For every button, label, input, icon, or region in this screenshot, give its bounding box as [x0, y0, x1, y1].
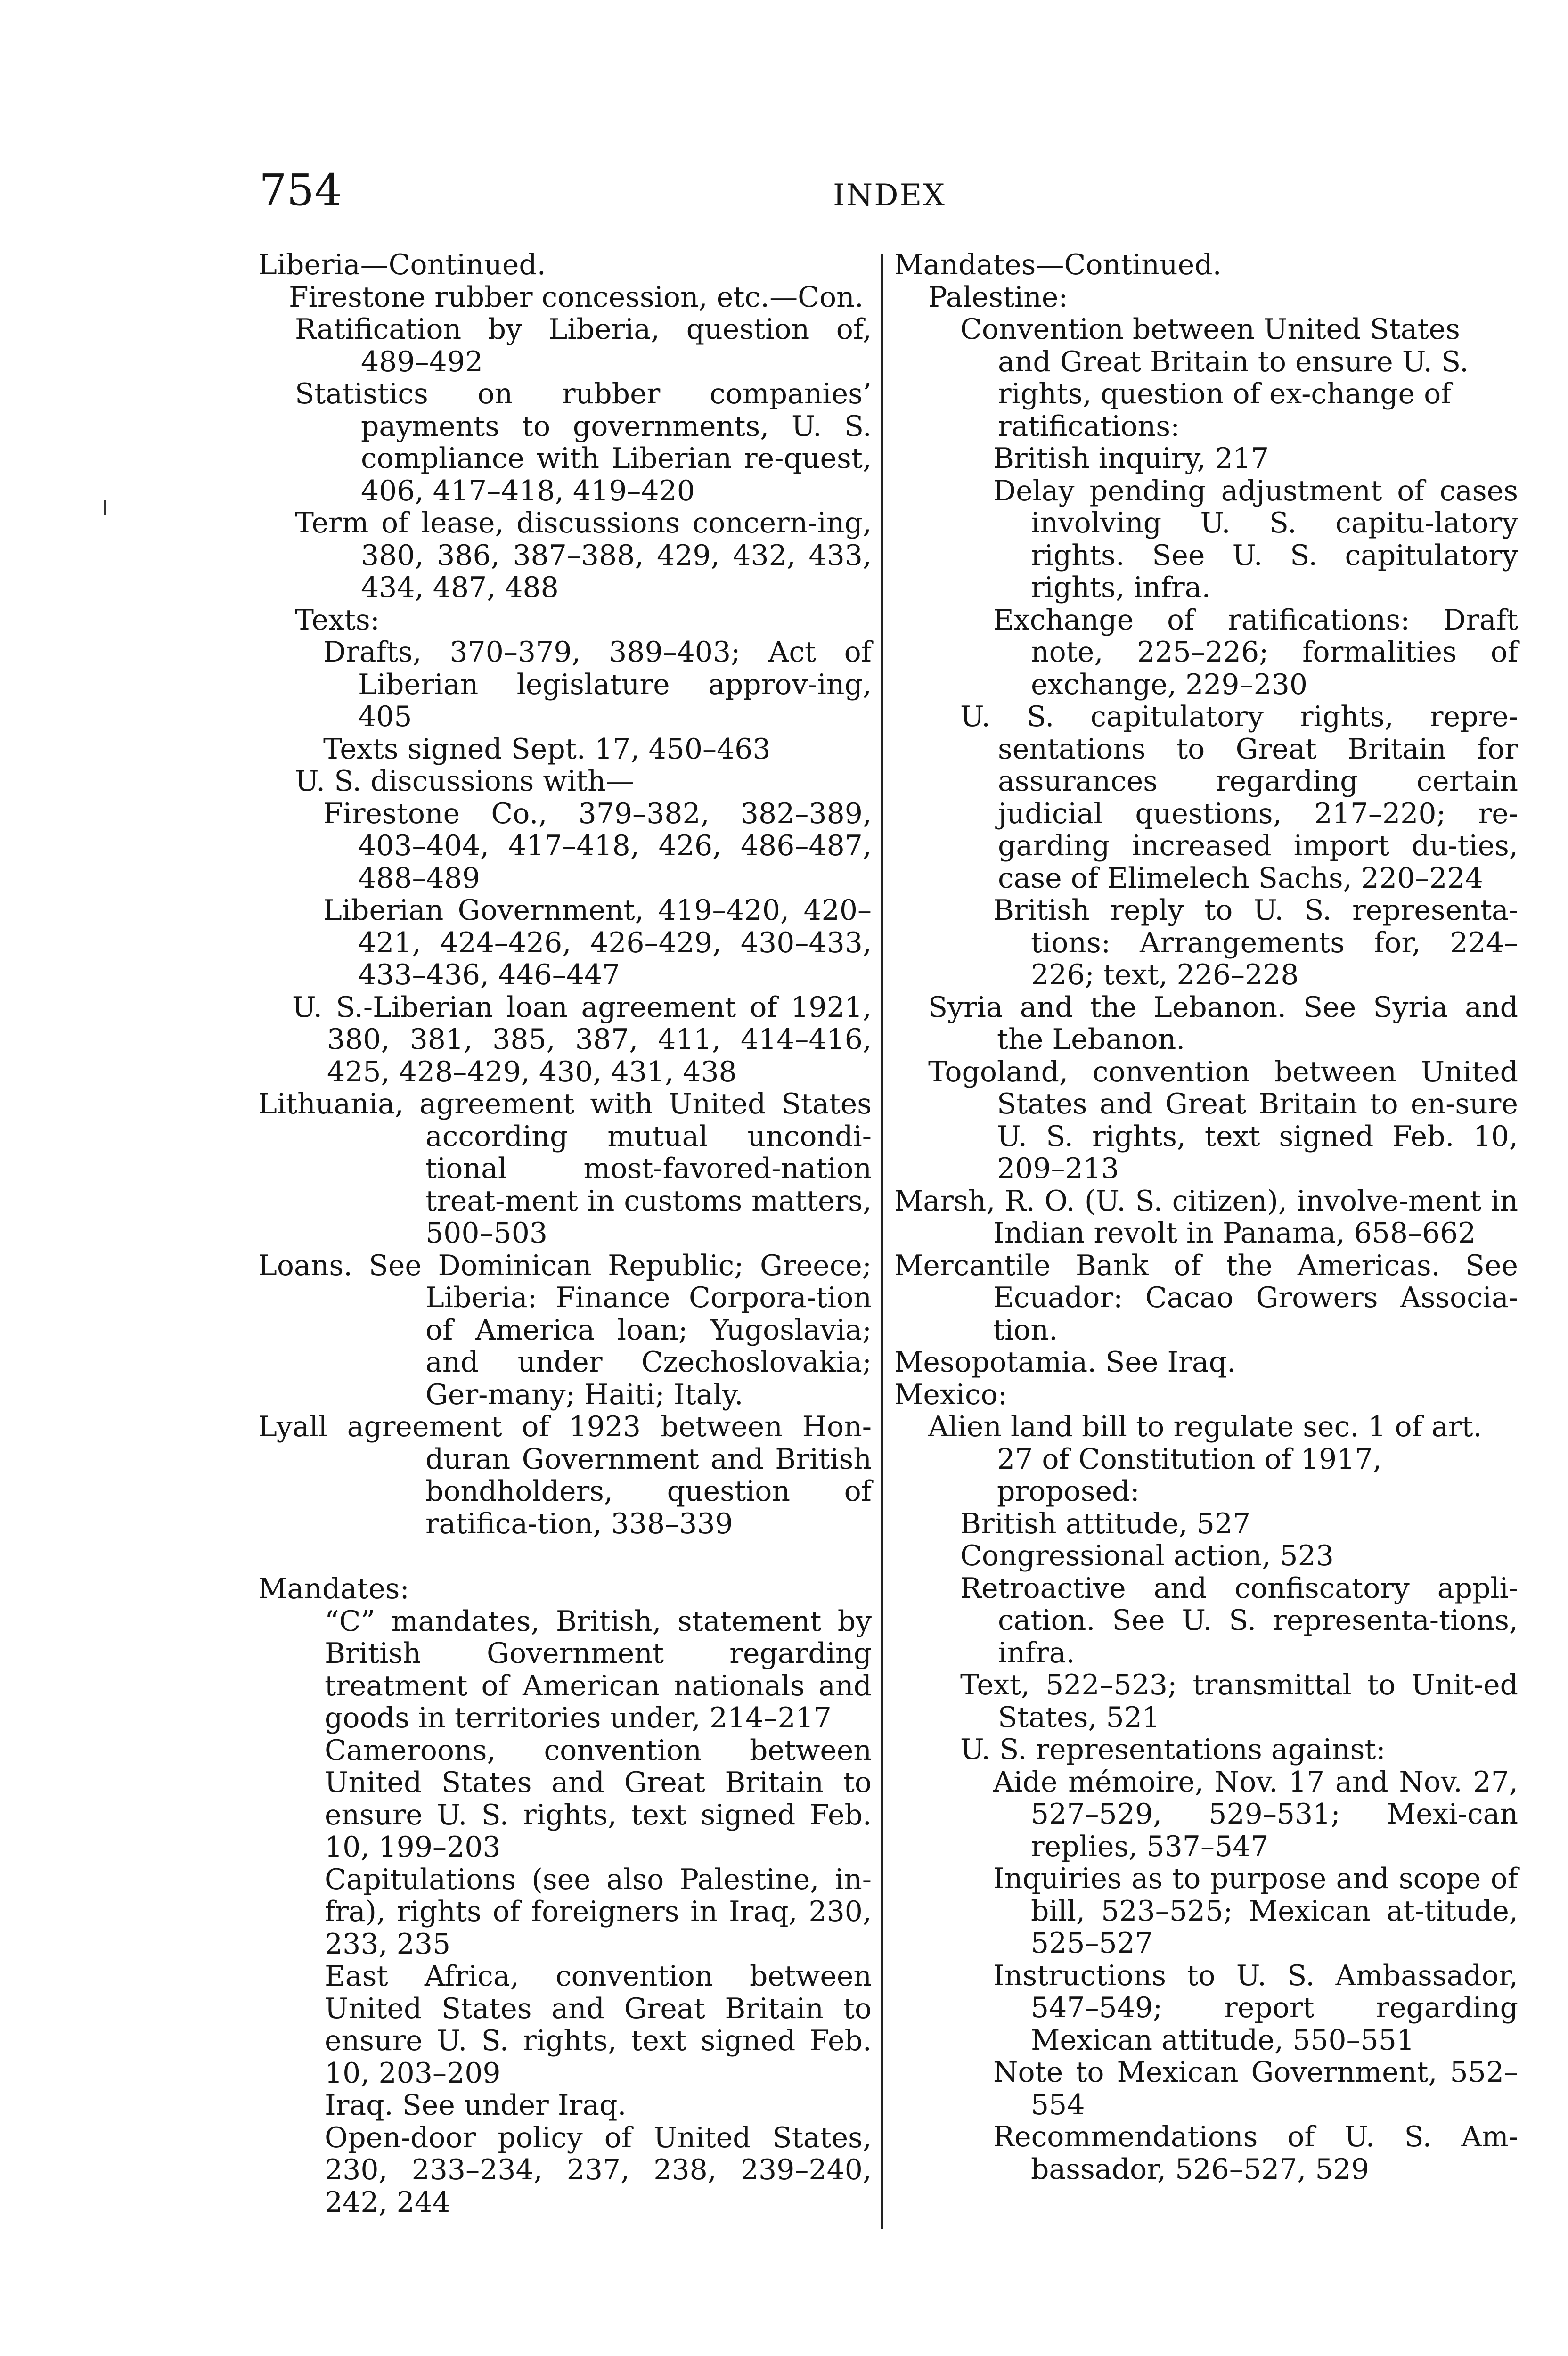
column-divider: [881, 254, 883, 2229]
index-entry: Texts signed Sept. 17, 450–463: [323, 732, 771, 766]
index-entry: Convention between United States and Great Britain to ensure U. S. rights, question of ex-change of ratifications:: [960, 313, 1469, 443]
index-entry: U. S. discussions with—: [295, 765, 634, 798]
index-entry: Iraq. See under Iraq.: [325, 2089, 627, 2122]
index-entry: Lithuania, agreement with United States according mutual uncondi-tional most-favored-nation treat-ment in customs matters, 500–503: [258, 1088, 872, 1250]
index-entry: Firestone rubber concession, etc.—Con.: [289, 280, 864, 314]
index-entry: Liberia—Continued.: [258, 248, 546, 281]
index-entry: Retroactive and confiscatory appli-cation. See U. S. representa-tions, infra.: [960, 1571, 1518, 1669]
index-entry: Firestone Co., 379–382, 382–389, 403–404, 417–418, 426, 486–487, 488–489: [323, 797, 872, 895]
index-entry: Recommendations of U. S. Am-bassador, 526–527, 529: [993, 2120, 1518, 2186]
index-entry: British inquiry, 217: [993, 442, 1269, 475]
stray-print-mark: [104, 500, 106, 515]
index-entry: Note to Mexican Government, 552–554: [993, 2056, 1518, 2121]
index-entry: Palestine:: [928, 280, 1068, 314]
index-entry: British attitude, 527: [960, 1507, 1251, 1540]
index-column-right: [894, 249, 1518, 2185]
index-entry: Instructions to U. S. Ambassador, 547–549; report regarding Mexican attitude, 550–551: [993, 1959, 1518, 2057]
index-entry: British reply to U. S. representa-tions: Arrangements for, 224–226; text, 226–228: [993, 894, 1518, 991]
index-entry: Drafts, 370–379, 389–403; Act of Liberian legislature approv-ing, 405: [323, 636, 872, 733]
index-entry: Liberian Government, 419–420, 420–421, 424–426, 426–429, 430–433, 433–436, 446–447: [323, 894, 872, 991]
index-entry: Texts:: [295, 603, 380, 637]
index-entry: Capitulations (see also Palestine, in-fra), rights of foreigners in Iraq, 230, 233, 235: [325, 1863, 872, 1961]
index-entry: Inquiries as to purpose and scope of bill, 523–525; Mexican at-titude, 525–527: [993, 1862, 1518, 1960]
index-entry: U. S.-Liberian loan agreement of 1921, 380, 381, 385, 387, 411, 414–416, 425, 428–429, 430, 431, 438: [292, 990, 872, 1088]
index-entry: Term of lease, discussions concern-ing, 380, 386, 387–388, 429, 432, 433, 434, 487, 488: [295, 507, 872, 604]
index-entry: Mexico:: [894, 1378, 1007, 1411]
index-entry: Text, 522–523; transmittal to Unit-ed States, 521: [960, 1669, 1518, 1734]
index-entry: Cameroons, convention between United States and Great Britain to ensure U. S. rights, text signed Feb. 10, 199–203: [325, 1734, 872, 1864]
index-entry: Statistics on rubber companies’ payments to governments, U. S. compliance with Liberian re-quest, 406, 417–418, 419–420: [295, 377, 872, 507]
index-column-left: [258, 249, 872, 2218]
index-entry: Congressional action, 523: [960, 1539, 1334, 1572]
index-entry: Mesopotamia. See Iraq.: [894, 1346, 1236, 1379]
index-entry: Togoland, convention between United States and Great Britain to en-sure U. S. rights, text signed Feb. 10, 209–213: [928, 1055, 1518, 1185]
index-entry: Mandates:: [258, 1572, 409, 1605]
page-number: 754: [259, 165, 342, 215]
index-entry: Exchange of ratifications: Draft note, 225–226; formalities of exchange, 229–230: [993, 603, 1518, 701]
index-entry: “C” mandates, British, statement by British Government regarding treatment of American nationals and goods in territories under, 214–217: [325, 1604, 872, 1734]
index-entry: Loans. See Dominican Republic; Greece; Liberia: Finance Corpora-tion of America loan; Yugoslavia; and under Czechoslovakia; Ger-many; Haiti; Italy.: [258, 1249, 872, 1411]
index-entry: Delay pending adjustment of cases involving U. S. capitu-latory rights. See U. S. capitulatory rights, infra.: [993, 474, 1518, 604]
index-entry: East Africa, convention between United States and Great Britain to ensure U. S. rights, text signed Feb. 10, 203–209: [325, 1960, 872, 2090]
index-entry: Lyall agreement of 1923 between Hon-duran Government and British bondholders, question of ratifica-tion, 338–339: [258, 1410, 872, 1540]
running-head: INDEX: [833, 178, 946, 213]
index-entry: Open-door policy of United States, 230, 233–234, 237, 238, 239–240, 242, 244: [325, 2121, 872, 2219]
index-entry: U. S. representations against:: [960, 1733, 1386, 1766]
index-entry: Aide mémoire, Nov. 17 and Nov. 27, 527–529, 529–531; Mexi-can replies, 537–547: [993, 1765, 1518, 1863]
index-entry: U. S. capitulatory rights, repre-sentations to Great Britain for assurances regarding certain judicial questions, 217–220; re-garding increased import du-ties, case of Elimelech Sachs, 220–224: [960, 700, 1518, 895]
index-entry: Mandates—Continued.: [894, 248, 1222, 281]
index-entry: Alien land bill to regulate sec. 1 of art. 27 of Constitution of 1917, proposed:: [928, 1410, 1482, 1508]
index-entry: Mercantile Bank of the Americas. See Ecuador: Cacao Growers Associa-tion.: [894, 1249, 1518, 1347]
index-entry: Syria and the Lebanon. See Syria and the Lebanon.: [928, 990, 1518, 1056]
index-entry: Ratification by Liberia, question of, 489–492: [295, 313, 872, 378]
index-entry: Marsh, R. O. (U. S. citizen), involve-ment in Indian revolt in Panama, 658–662: [894, 1184, 1518, 1250]
